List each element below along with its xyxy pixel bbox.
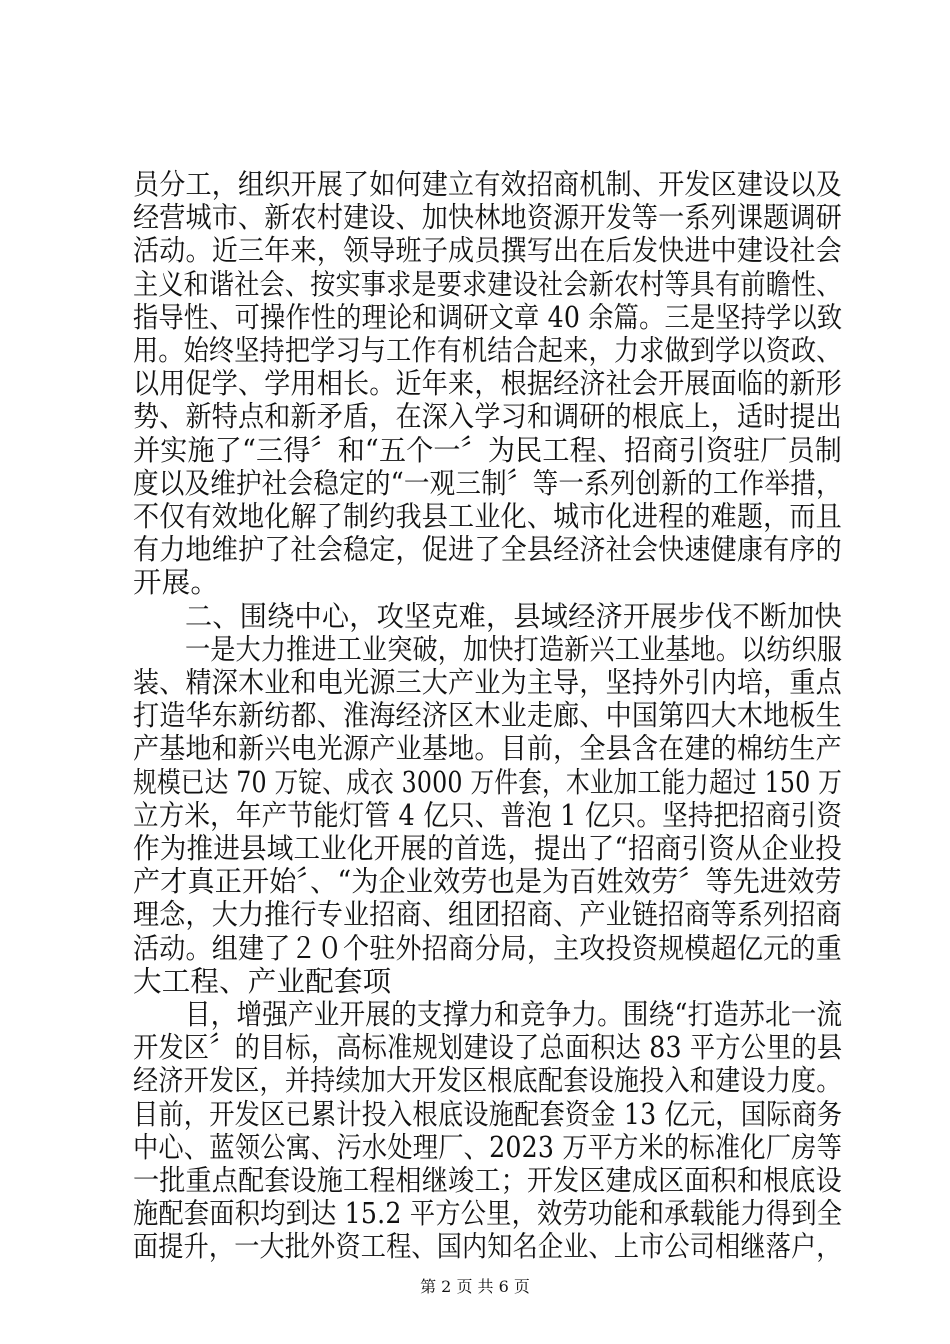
- body-text-line: 一批重点配套设施工程相继竣工；开发区建成区面积和根底设: [133, 1164, 842, 1197]
- body-text-line: 员分工，组织开展了如何建立有效招商机制、开发区建设以及: [133, 168, 842, 201]
- body-text-line: 有力地维护了社会稳定，促进了全县经济社会快速健康有序的: [133, 533, 842, 567]
- body-text-line: 装、精深木业和电光源三大产业为主导，坚持外引内培，重点: [133, 666, 842, 699]
- body-text-line: 势、新特点和新矛盾，在深入学习和调研的根底上，适时提出: [133, 400, 842, 434]
- body-text-line: 经营城市、新农村建设、加快林地资源开发等一系列课题调研: [133, 201, 842, 235]
- body-text-line: 规模已达 70 万锭、成衣 3000 万件套，木业加工能力超过 150 万: [133, 765, 842, 799]
- body-text-line: 经济开发区，并持续加大开发区根底配套设施投入和建设力度。: [133, 1064, 842, 1098]
- body-text-line: 活动。近三年来，领导班子成员撰写出在后发快进中建设社会: [133, 234, 842, 268]
- body-text-line: 活动。组建了２０个驻外招商分局，主攻投资规模超亿元的重: [133, 931, 842, 965]
- body-text-line: 以用促学、学用相长。近年来，根据经济社会开展面临的新形: [133, 367, 842, 401]
- body-text-line: 开展。: [133, 566, 220, 600]
- body-text-line: 施配套面积均到达 15.2 平方公里，效劳功能和承载能力得到全: [133, 1197, 843, 1231]
- body-text-line: 主义和谐社会、按实事求是要求建设社会新农村等具有前瞻性、: [133, 267, 842, 301]
- body-text-line: 一是大力推进工业突破，加快打造新兴工业基地。以纺织服: [185, 632, 843, 666]
- section-heading: 二、围绕中心，攻坚克难，县域经济开展步伐不断加快: [185, 599, 842, 633]
- body-text-line: 并实施了“三得〞和“五个一〞为民工程、招商引资驻厂员制: [133, 433, 843, 467]
- body-text-line: 面提升，一大批外资工程、国内知名企业、上市公司相继落户，: [133, 1230, 842, 1264]
- body-text-line: 指导性、可操作性的理论和调研文章 40 余篇。三是坚持学以致: [133, 300, 843, 334]
- body-text-line: 目前，开发区已累计投入根底设施配套资金 13 亿元，国际商务: [133, 1097, 843, 1131]
- body-text-line: 度以及维护社会稳定的“一观三制〞等一系列创新的工作举措，: [133, 466, 842, 500]
- body-text-line: 目，增强产业开展的支撑力和竞争力。围绕“打造苏北一流: [185, 998, 843, 1031]
- body-text-line: 作为推进县域工业化开展的首选，提出了“招商引资从企业投: [133, 832, 843, 865]
- body-text-line: 大工程、产业配套项: [133, 964, 392, 998]
- page-number-footer: 第 2 页 共 6 页: [420, 1277, 530, 1296]
- body-text-line: 产基地和新兴电光源产业基地。目前，全县含在建的棉纺生产: [133, 732, 842, 766]
- body-text-line: 立方米，年产节能灯管 4 亿只、普泡 1 亿只。坚持把招商引资: [133, 798, 843, 832]
- body-text-line: 用。始终坚持把学习与工作有机结合起来，力求做到学以资政、: [133, 334, 842, 367]
- body-text-line: 打造华东新纺都、淮海经济区木业走廊、中国第四大木地板生: [133, 699, 842, 733]
- body-text-line: 中心、蓝领公寓、污水处理厂、2023 万平方米的标准化厂房等: [133, 1130, 843, 1164]
- body-text-line: 不仅有效地化解了制约我县工业化、城市化进程的难题，而且: [133, 500, 842, 533]
- body-text-line: 理念，大力推行专业招商、组团招商、产业链招商等系列招商: [133, 898, 842, 932]
- body-text-line: 开发区〞的目标，高标准规划建设了总面积达 83 平方公里的县: [133, 1031, 843, 1065]
- body-text-line: 产才真正开始〞、“为企业效劳也是为百姓效劳〞等先进效劳: [133, 865, 842, 899]
